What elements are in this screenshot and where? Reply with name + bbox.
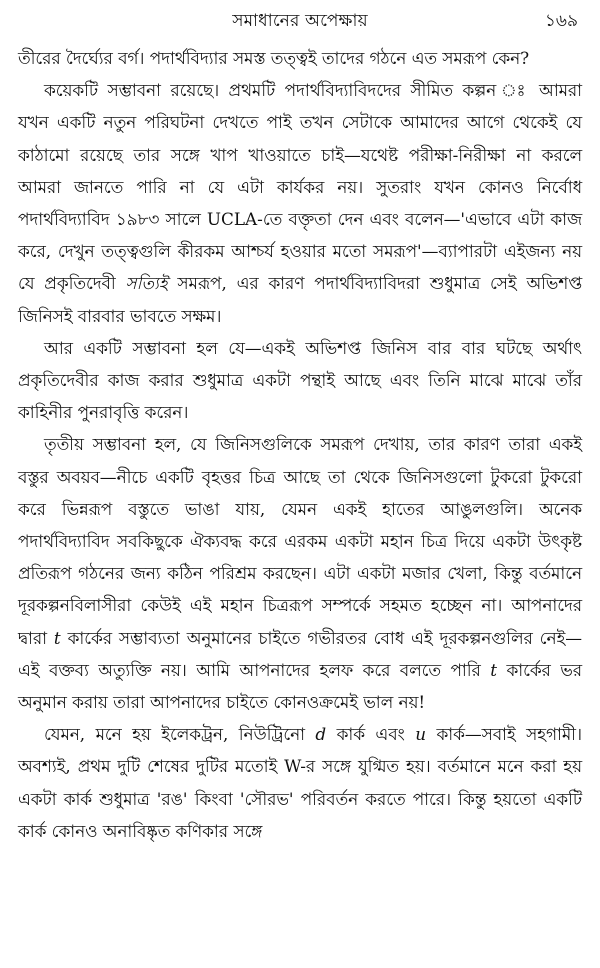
paragraph (18, 718, 582, 847)
text-segment: তীরের দৈর্ঘ্যের বর্গ। পদার্থবিদ্যার সমস্ত তত্ত্বই তাদের গঠনে এত সমরূপ কেন? (18, 48, 530, 68)
text-segment: কার্কের ভর অনুমান করায় তারা আপনাদের চাইতে কোনওক্রমেই ভাল নয়! (18, 659, 582, 713)
emphasis-text: t (53, 627, 61, 648)
text-segment: আর একটি সম্ভাবনা হল যে—একই অভিশপ্ত জিনিস বার বার ঘটছে অর্থাৎ প্রকৃতিদেবীর কাজ করার শুধুমাত্র একটা পন্থাই আছে এবং তিনি মাঝে মাঝে তাঁর কাহিনীর পুনরাবৃত্তি করেন। (18, 337, 582, 423)
emphasis-text: সত্যিই (125, 273, 168, 294)
paragraph (18, 42, 582, 74)
text-segment: কয়েকটি সম্ভাবনা রয়েছে। প্রথমটি পদার্থবিদ্যাবিদদের সীমিত কল্পন ঃ আমরা যখন একটি নতুন পরিঘটনা দেখতে পাই তখন সেটাকে আমাদের আগে থেকেই যে কাঠামো রয়েছে তার সঙ্গে খাপ খাওয়াতে চাই—যথেষ্ট পরীক্ষা-নিরীক্ষা না করলে আমরা জানতে পারি না যে এটা কার্যকর নয়। সুতরাং যখন কোনও নির্বোধ পদার্থবিদ্যাবিদ ১৯৮৩ সালে UCLA-তে বক্তৃতা দেন এবং বলেন—'এভাবে এটা কাজ করে, দেখুন তত্ত্বগুলি কীরকম আশ্চর্য হওয়ার মতো সমরূপ'—ব্যাপারটা এইজন্য নয় যে প্রকৃতিদেবী (18, 80, 582, 294)
emphasis-text: u (415, 724, 427, 745)
text-segment: যেমন, মনে হয় ইলেকট্রন, নিউট্রিনো (44, 724, 316, 745)
text-segment: সমরূপ, এর কারণ পদার্থবিদ্যাবিদরা শুধুমাত্র সেই অভিশপ্ত জিনিসই বারবার ভাবতে সক্ষম। (18, 273, 582, 326)
text-segment: তৃতীয় সম্ভাবনা হল, যে জিনিসগুলিকে সমরূপ দেখায়, তার কারণ তারা একই বস্তুর অবয়ব—নীচে একটি বৃহত্তর চিত্র আছে তা থেকে জিনিসগুলো টুকরো টুকরো করে ভিন্নরূপ বস্তুতে ভাঙা যায়, যেমন একই হাতের আঙুলগুলি। অনেক পদার্থবিদ্যাবিদ সবকিছুকে ঐক্যবদ্ধ করে এরকম একটা মহান চিত্র দিয়ে একটা উৎকৃষ্ট প্রতিরূপ গঠনের জন্য কঠিন পরিশ্রম করছেন। এটা একটা মজার খেলা, কিন্তু বর্তমানে দূরকল্পনবিলাসীরা কেউই এই মহান চিত্ররূপ সম্পর্কে সহমত হচ্ছেন না। আপনাদের দ্বারা (18, 434, 582, 648)
text-segment: কার্ক—সবাই সহগামী। অবশ্যই, প্রথম দুটি শেষের দুটির মতোই W-র সঙ্গে যুগ্মিত হয়। বর্তমানে মনে করা হয় একটা কার্ক শুধুমাত্র 'রঙ' কিংবা 'সৌরভ' পরিবর্তন করতে পারে। কিন্তু হয়তো একটি কার্ক কোনও অনাবিষ্কৃত কণিকার সঙ্গে (18, 724, 582, 841)
text-segment: কার্কের সম্ভাব্যতা অনুমানের চাইতে গভীরতর বোধ এই দূরকল্পনগুলির নেই—এই বক্তব্য অত্যুক্তি নয়। আমি আপনাদের হলফ করে বলতে পারি (18, 627, 583, 680)
body-text (18, 42, 582, 847)
emphasis-text: d (315, 724, 327, 745)
emphasis-text: t (490, 659, 497, 680)
running-head (18, 6, 582, 34)
page-number: ১৬৯ (544, 11, 578, 31)
paragraph (18, 428, 582, 718)
running-title: সমাধানের অপেক্ষায় (232, 11, 368, 31)
text-segment: কার্ক এবং (326, 724, 416, 745)
paragraph (18, 332, 582, 429)
paragraph (18, 74, 582, 332)
